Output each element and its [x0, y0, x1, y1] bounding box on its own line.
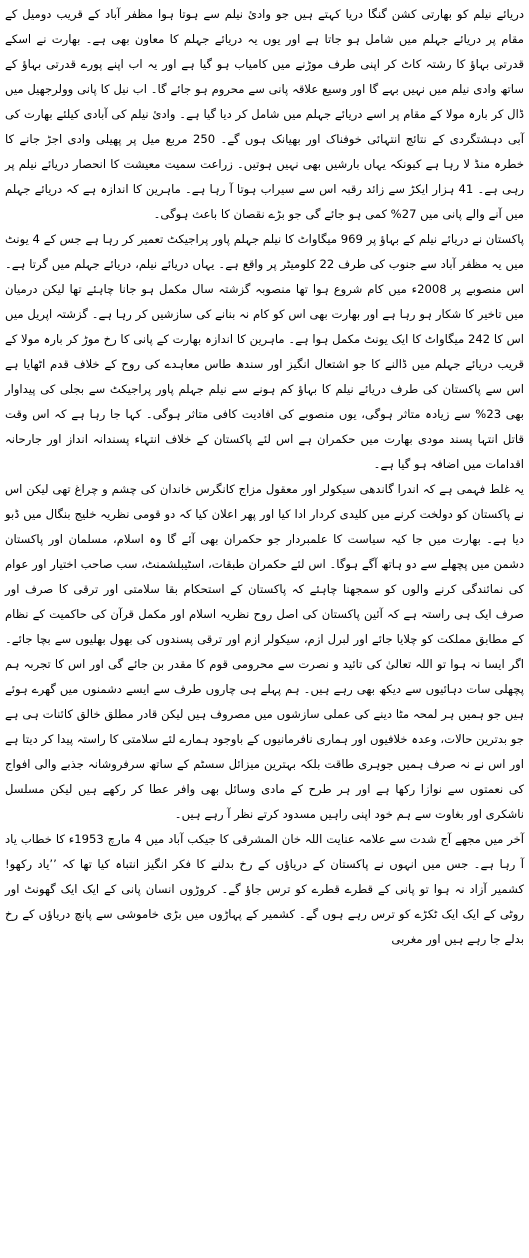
paragraph-mashriqi-speech: آخر میں مجھے آج شدت سے علامہ عنایت اللہ خان المشرقی کا جیکب آباد میں 4 مارچ 1953ء کا خطاب یاد آ رہا ہے۔ جس میں انہوں نے پاکستان کے دریاؤں کے رخ بدلنے کا فکر انگیز انتباہ کیا تھا کہ ’’یاد رکھو! کشمیر آزاد نہ ہوا تو پانی کے قطرے قطرے کو ترس جاؤ گے۔ کروڑوں انسان پانی کے ایک ایک گھونٹ اور روٹی کے ایک ایک ٹکڑے کو ترس رہے ہوں گے۔ کشمیر کے پہاڑوں میں بڑی خاموشی سے پانچ دریاؤں کے رخ بدلے جا رہے ہیں اور مغربی — [5, 832, 525, 946]
paragraph-neelum-jhelum-project: پاکستان نے دریائے نیلم کے بہاؤ پر 969 میگاواٹ کا نیلم جہلم پاور پراجیکٹ تعمیر کر رہا ہے جس کے 4 یونٹ میں یہ مظفر آباد سے جنوب کی طرف 22 کلومیٹر پر واقع ہے۔ یہاں دریائے نیلم، دریائے جہلم میں گرتا ہے۔ اس منصوبے پر 2008ء میں کام شروع ہوا تھا منصوبہ گزشتہ سال مکمل ہو جانا چاہئے تھا لیکن درمیان میں تاخیر کا شکار ہو رہا ہے اور بھارت بھی اس کو کام نہ بنانے کی سازشیں کر رہا ہے۔ گزشتہ اپریل میں اس کا 242 میگاواٹ کا ایک یونٹ مکمل ہوا ہے۔ ماہرین کا اندازہ بھارت کے پانی کا رخ موڑ کر بارہ مولا کے قریب دریائے جہلم میں ڈالنے کا جو اشتعال انگیز اور سندھ طاس معاہدے کی روح کے خلاف قدم اٹھایا ہے اس سے پاکستان کی طرف دریائے نیلم کا بہاؤ کم ہونے سے نیلم جہلم پاور پراجیکٹ سے بجلی کی پیداوار بھی 23% سے زیادہ متاثر ہوگی، یوں منصوبے کی افادیت کافی متاثر ہوگی۔ کہا جا رہا ہے کہ اس وقت قاتل انتہا پسند مودی بھارت میں حکمران ہے اس لئے پاکستان کے خلاف انتہاء پسندانہ انداز اور جارحانہ اقدامات میں اضافہ ہو گیا ہے۔ — [5, 232, 525, 471]
paragraph-national-ideology: یہ غلط فہمی ہے کہ اندرا گاندھی سیکولر اور معقول مزاج کانگرس خاندان کی چشم و چراغ تھی لیکن اس نے پاکستان کو دولخت کرنے میں کلیدی کردار ادا کیا اور پھر اعلان کیا کہ دو قومی نظریہ خلیج بنگال میں ڈبو دیا ہے۔ بھارت میں جا کیہ سیاست کا علمبردار جو حکمران بھی آئے گا وہ اسلام، مسلمان اور پاکستان دشمن میں پچھلے سے دو ہاتھ آگے ہوگا۔ اس لئے حکمران طبقات، اسٹیبلشمنٹ، سب صاحب اختیار اور عوام کی نمائندگی کرنے والوں کو سمجھنا چاہئے کہ پاکستان کے استحکام بقا سلامتی اور ترقی کا صرف اور صرف ایک ہی راستہ ہے کہ آئین پاکستان کی اصل روح نظریہ اسلام اور مکمل قرآن کی حاکمیت کے نظام کے مطابق مملکت کو چلایا جائے اور لبرل ازم، سیکولر ازم اور ترقی پسندوں کی بھول بھلیوں سے بچا جائے۔ اگر ایسا نہ ہوا تو اللہ تعالیٰ کی تائید و نصرت سے محرومی قوم کا مقدر بن جائے گی اور اس کا تجربہ ہم پچھلی سات دہائیوں سے دیکھ بھی رہے ہیں۔ ہم پہلے ہی چاروں طرف سے ایسے دشمنوں میں گھرے ہوئے ہیں جو ہمیں ہر لمحہ مٹا دینے کی عملی سازشوں میں مصروف ہیں لیکن قادر مطلق خالق کائنات ہی ہے جو بدترین حالات، وعدہ خلافیوں اور ہماری نافرمانیوں کے باوجود ہمارے لئے سلامتی کا راستہ پیدا کر دیتا ہے اور اس نے نہ صرف ہمیں جوہری طاقت بلکہ بہترین میزائل سسٹم کے ساتھ سرفروشانہ جذبے والی افواج کی نعمتوں سے نوازا رکھا ہے اور ہر طرح کے مادی وسائل بھی وافر عطا کر رکھے ہیں لیکن مسلسل ناشکری اور بغاوت سے ہم خود اپنی راہیں مسدود کرتے نظر آ رہے ہیں۔ — [5, 482, 524, 821]
paragraph-neelum-river: دریائے نیلم کو بھارتی کشن گنگا دریا کہتے ہیں جو وادئ نیلم سے ہوتا ہوا مظفر آباد کے قریب دومیل کے مقام پر دریائے جہلم میں شامل ہو جاتا ہے اور یوں یہ دریائے جہلم کا معاون بھی ہے۔ بھارت نے اسکے قدرتی بہاؤ کا رشتہ کاٹ کر اپنی طرف موڑنے میں کامیاب ہو گیا ہے اور یہ اب اپنے پورے قدرتی بہاؤ کے ساتھ وادی نیلم میں نہیں بہے گا اور وسیع علاقہ پانی سے محروم ہو جائے گا۔ اب نیل کا پانی وولرجھیل میں ڈال کر بارہ مولا کے مقام پر اسے دریائے جہلم میں شامل کر دیا گیا ہے۔ وادئ نیلم کی آبادی کیلئے بھارت کی آبی دہشتگردی کے نتائج انتہائی خوفناک اور بھیانک ہوں گے۔ 250 مربع میل پر پھیلی وادی اجڑ جانے کا خطرہ منڈ لا رہا ہے کیونکہ یہاں بارشیں بھی نہیں ہوتیں۔ زراعت سمیت معیشت کا انحصار دریائے نیلم پر رہی ہے۔ 41 ہزار ایکڑ سے زائد رقبہ اس سے سیراب ہوتا آ رہا ہے۔ ماہرین کا اندازہ ہے کہ دریائے جہلم میں آنے والے پانی میں 27% کمی ہو جائے گی جو بڑے نقصان کا باعث ہوگی۔ — [5, 7, 524, 221]
